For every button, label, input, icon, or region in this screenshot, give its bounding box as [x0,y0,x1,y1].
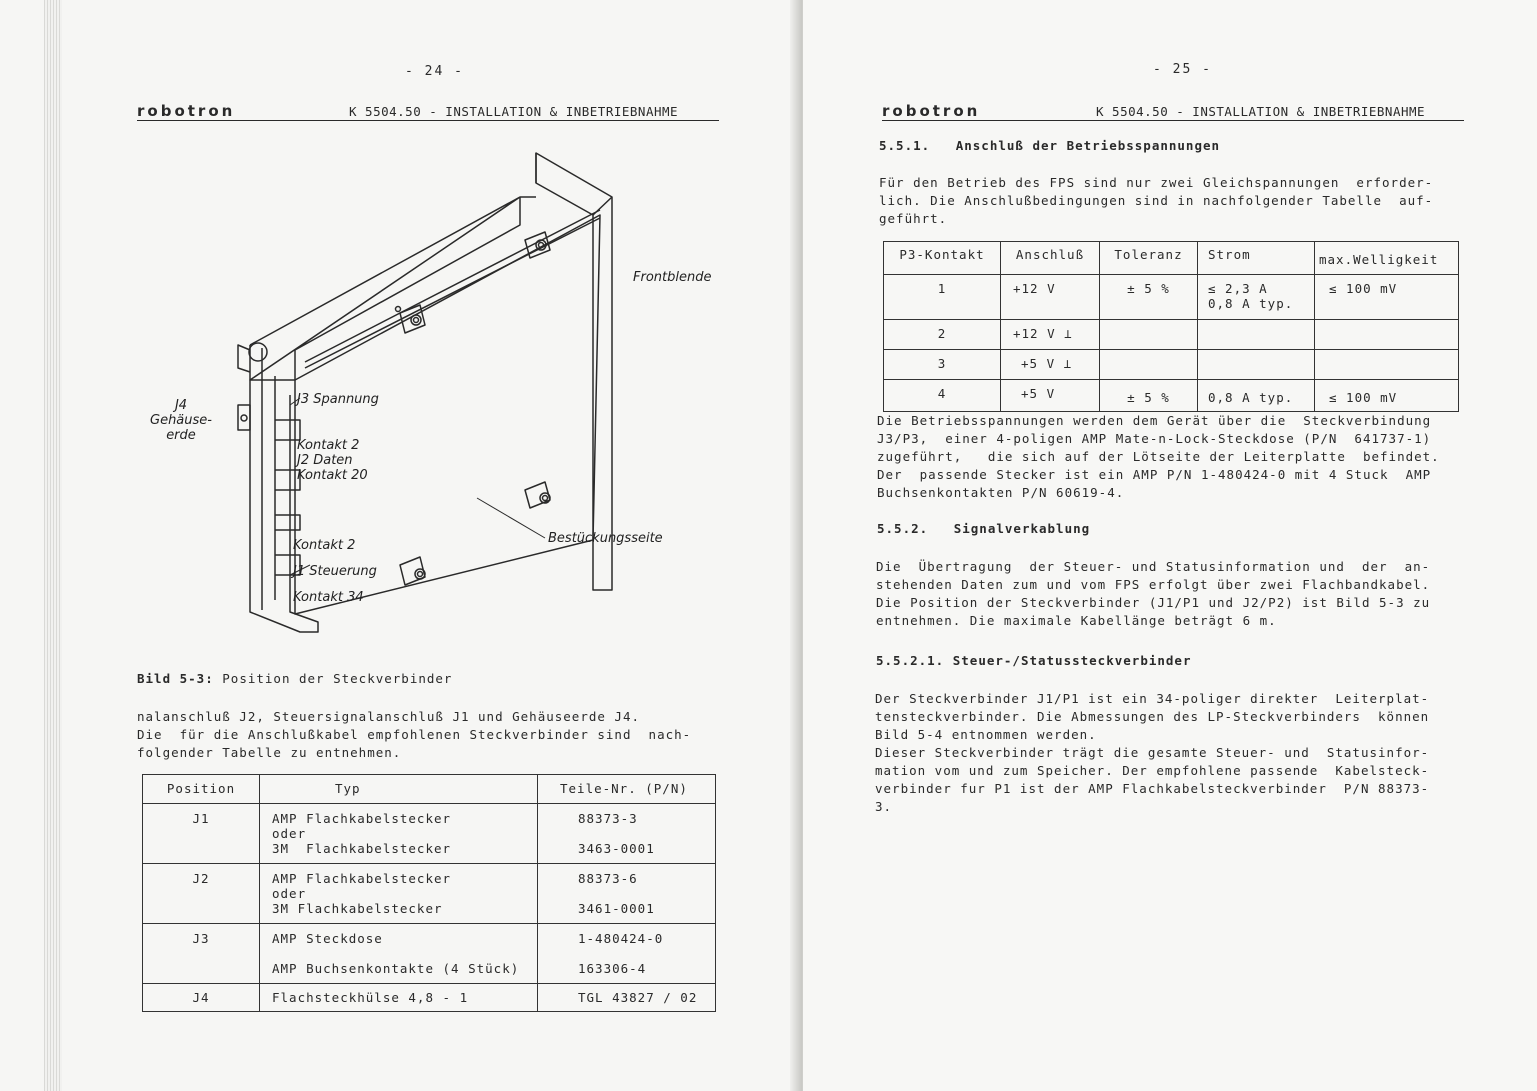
paragraph-3: Die Übertragung der Steuer- und Statusinformation und der an- stehenden Daten zum und vom FPS erfolgt über zwei Flachbandkabel. Die Position der Steckverbinder (J1/P1 und J2/P2) ist Bild 5-3 zu entnehmen. Die maximale Kabellänge beträgt 6 m. [876,559,1431,628]
cell-typ: Flachsteckhülse 4,8 - 1 [272,990,469,1005]
table-row [143,984,716,1012]
cell-kontakt: 1 [937,281,947,296]
label-frontblende: Frontblende [633,270,712,285]
cell-strom: ≤ 2,3 A 0,8 A typ. [1208,281,1294,311]
cell-pn: 1-480424-0 163306-4 [578,931,664,976]
earth-tab [238,405,250,430]
col-header: Teile-Nr. (P/N) [560,781,688,796]
table-row [143,864,716,924]
right-page [803,0,1537,1091]
col-header: Strom [1208,247,1251,262]
table-row [143,924,716,984]
table-row [884,320,1459,350]
connector-position-drawing [0,0,803,700]
cell-kontakt: 2 [937,326,947,341]
power-supply-table [883,241,1459,412]
cell-strom: 0,8 A typ. [1208,390,1294,405]
table-header-row [143,775,716,804]
page-header-right [882,104,1464,121]
table-header-row [884,242,1459,275]
label-j1-steuerung: Kontakt 2 J1 Steuerung Kontakt 34 [293,538,377,605]
section-number: 5.5.2.1. [876,653,945,668]
page-number-left: - 24 - [405,64,464,79]
figure-caption-text: Position der Steckverbinder [222,671,453,686]
col-header: Position [166,781,236,796]
cell-typ: AMP Steckdose AMP Buchsenkontakte (4 Stück) [272,931,520,976]
standoff-screw-4 [400,557,425,585]
cell-anschluss: +5 V ⊥ [1021,356,1073,371]
section-heading-5-5-2-1 [876,652,1191,670]
cell-position: J2 [192,871,210,886]
standoff-screw-1 [525,232,550,258]
col-header: Toleranz [1114,247,1183,262]
col-header: max.Welligkeit [1319,252,1439,267]
cell-kontakt: 3 [937,356,947,371]
table-row [884,380,1459,412]
table-row [884,350,1459,380]
cell-typ: AMP Flachkabelstecker oder 3M Flachkabelstecker [272,871,452,916]
standoff-screw-3 [525,482,550,508]
label-j2-daten: Kontakt 2 J2 Daten Kontakt 20 [297,438,368,483]
cell-toleranz: ± 5 % [1127,390,1170,405]
paragraph-left: nalanschluß J2, Steuersignalanschluß J1 und Gehäuseerde J4. Die für die Anschlußkabel empfohlenen Steckverbinder sind nach- folgender Tabelle zu entnehmen. [137,709,692,760]
table-row [884,275,1459,320]
top-rail [250,197,536,380]
cell-pn: 88373-6 3461-0001 [578,871,655,916]
header-title: K 5504.50 - INSTALLATION & INBETRIEBNAHME [349,104,679,119]
table-row [143,804,716,864]
cell-pn: 88373-3 3463-0001 [578,811,655,856]
cell-anschluss: +5 V [1021,386,1056,401]
cell-position: J1 [192,811,210,826]
cell-anschluss: +12 V ⊥ [1013,326,1073,341]
label-bestueckungsseite: Bestückungsseite [548,531,663,546]
col-header: Typ [335,781,361,796]
cell-toleranz: ± 5 % [1127,281,1170,296]
figure-caption [137,670,452,688]
robotron-logo: robotron [137,102,236,120]
label-j3-spannung: J3 Spannung [297,392,379,407]
cell-pn: TGL 43827 / 02 [578,990,698,1005]
col-header: P3-Kontakt [899,247,985,262]
paragraph-4: Der Steckverbinder J1/P1 ist ein 34-poliger direkter Leiterplat- tensteckverbinder. Die Abmessungen des LP-Steckverbinders können Bild 5-4 entnommen werden. Dieser Steckverbinder trägt die gesamte Steuer- und Statusinfor- mation vom und zum Speicher. Der empfohlene passende Kabelsteck- verbinder fur P1 ist der AMP Flachkabelsteckverbinder P/N 88373- 3. [875,691,1430,814]
section-number: 5.5.1. [879,138,931,153]
robotron-logo: robotron [882,102,981,120]
page-number-right: - 25 - [1153,62,1212,77]
cell-welligkeit: ≤ 100 mV [1329,390,1398,405]
section-heading-5-5-2 [877,520,1090,538]
cell-welligkeit: ≤ 100 mV [1329,281,1398,296]
paragraph-2: Die Betriebsspannungen werden dem Gerät über die Steckverbindung J3/P3, einer 4-poligen AMP Mate-n-Lock-Steckdose (P/N 641737-1) zugeführt, die sich auf der Lötseite der Leiterplatte befindet. Der passende Stecker ist ein AMP P/N 1-480424-0 mit 4 Stuck AMP Buchsenkontakten P/N 60619-4. [877,413,1440,500]
section-title: Signalverkablung [953,521,1091,536]
cell-anschluss: +12 V [1013,281,1056,296]
section-title: Anschluß der Betriebsspannungen [955,138,1221,153]
section-number: 5.5.2. [877,521,929,536]
cell-kontakt: 4 [937,386,947,401]
col-header: Anschluß [1015,247,1085,262]
cell-position: J3 [192,931,210,946]
cell-typ: AMP Flachkabelstecker oder 3M Flachkabelstecker [272,811,452,856]
figure-caption-label: Bild 5-3: [137,671,214,686]
section-heading-5-5-1 [879,137,1220,155]
connector-table [142,774,716,1012]
cell-position: J4 [192,990,210,1005]
section-title: Steuer-/Statussteckverbinder [952,653,1192,668]
header-title: K 5504.50 - INSTALLATION & INBETRIEBNAHME [1096,104,1426,119]
label-j4-gehaeuseerde: J4 Gehäuse- erde [150,398,212,443]
paragraph-1: Für den Betrieb des FPS sind nur zwei Gleichspannungen erforder- lich. Die Anschlußbedingungen sind in nachfolgender Tabelle auf- geführt. [879,175,1434,226]
